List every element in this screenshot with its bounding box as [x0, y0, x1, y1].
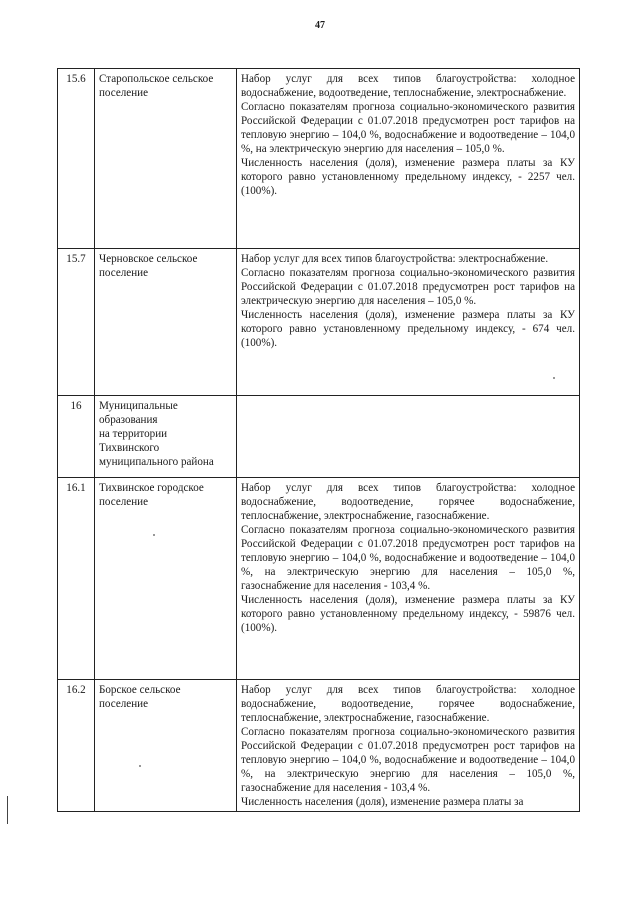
municipality-name: Борское сельское поселение — [95, 680, 237, 812]
population-paragraph: Численность населения (доля), изменение размера платы за КУ которого равно установленному предельному индексу, - 674 чел. (100%). — [241, 309, 575, 349]
row-number: 16.2 — [58, 680, 95, 812]
services-paragraph: Набор услуг для всех типов благоустройства: электроснабжение. — [241, 253, 549, 265]
row-description — [237, 680, 580, 812]
table-row — [58, 396, 580, 478]
row-description — [237, 478, 580, 680]
population-paragraph: Численность населения (доля), изменение размера платы за КУ которого равно установленному предельному индексу, - 2257 чел. (100%). — [241, 157, 575, 197]
table-row — [58, 680, 580, 812]
row-description — [237, 69, 580, 249]
row-description — [237, 249, 580, 396]
municipality-name: Тихвинское городское поселение — [95, 478, 237, 680]
scan-speck — [139, 765, 141, 767]
population-paragraph: Численность населения (доля), изменение размера платы за КУ которого равно установленному предельному индексу, - 59876 чел. (100%). — [241, 594, 575, 634]
table-row — [58, 69, 580, 249]
municipality-name: Муниципальные образования на территории Тихвинского муниципального района — [95, 396, 237, 478]
row-number: 15.7 — [58, 249, 95, 396]
row-number: 15.6 — [58, 69, 95, 249]
population-paragraph: Численность населения (доля), изменение размера платы за — [241, 796, 524, 808]
tariff-table — [57, 68, 580, 812]
municipality-name: Черновское сельское поселение — [95, 249, 237, 396]
tariff-paragraph: Согласно показателям прогноза социально-экономического развития Российской Федерации с 01.07.2018 предусмотрен рост тарифов на тепловую энергию – 104,0 %, водоснабжение и водоотведение – 104,0 %, на электрическую энергию для населения – 105,0 %. — [241, 101, 575, 155]
row-number: 16 — [58, 396, 95, 478]
scan-margin-mark — [7, 796, 8, 824]
row-number: 16.1 — [58, 478, 95, 680]
row-description — [237, 396, 580, 478]
scan-speck — [553, 377, 555, 379]
tariff-paragraph: Согласно показателям прогноза социально-экономического развития Российской Федерации с 01.07.2018 предусмотрен рост тарифов на тепловую энергию – 104,0 %, водоснабжение и водоотведение – 104,0 %, на электрическую энергию для населения – 105,0 %, газоснабжение для населения - 103,4 %. — [241, 726, 575, 794]
services-paragraph: Набор услуг для всех типов благоустройства: холодное водоснабжение, водоотведение, горячее водоснабжение, теплоснабжение, электроснабжение, газоснабжение. — [241, 684, 575, 724]
tariff-paragraph: Согласно показателям прогноза социально-экономического развития Российской Федерации с 01.07.2018 предусмотрен рост тарифов на электрическую энергию для населения – 105,0 %. — [241, 267, 575, 307]
page-number: 47 — [315, 20, 325, 31]
services-paragraph: Набор услуг для всех типов благоустройства: холодное водоснабжение, водоотведение, теплоснабжение, электроснабжение. — [241, 73, 575, 99]
table-row — [58, 478, 580, 680]
services-paragraph: Набор услуг для всех типов благоустройства: холодное водоснабжение, водоотведение, горячее водоснабжение, теплоснабжение, электроснабжение, газоснабжение. — [241, 482, 575, 522]
scan-speck — [153, 534, 155, 536]
municipality-name: Старопольское сельское поселение — [95, 69, 237, 249]
tariff-paragraph: Согласно показателям прогноза социально-экономического развития Российской Федерации с 01.07.2018 предусмотрен рост тарифов на тепловую энергию – 104,0 %, водоснабжение и водоотведение – 104,0 %, на электрическую энергию для населения – 105,0 %, газоснабжение для населения - 103,4 %. — [241, 524, 575, 592]
table-row — [58, 249, 580, 396]
